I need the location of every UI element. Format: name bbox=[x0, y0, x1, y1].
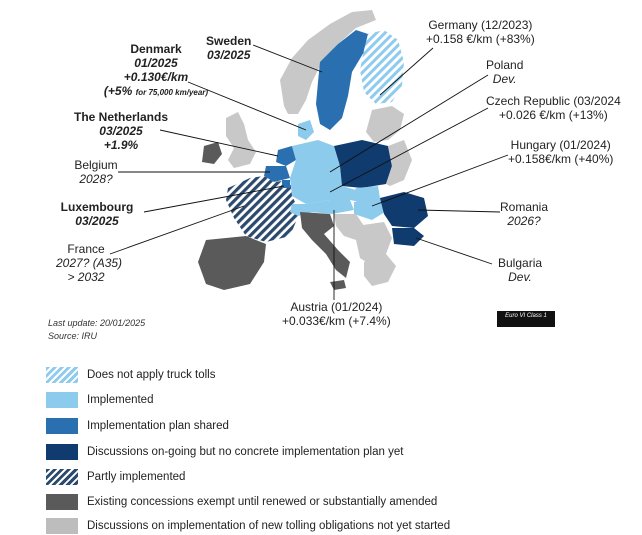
legend-swatch-partly bbox=[46, 469, 78, 485]
country-uk bbox=[226, 112, 256, 168]
legend-item-plan-shared bbox=[46, 417, 606, 435]
legend-label: Does not apply truck tolls bbox=[87, 369, 216, 381]
legend-swatch-plan-shared bbox=[46, 418, 78, 434]
label-netherlands bbox=[56, 110, 186, 152]
label-france-name: France bbox=[67, 242, 105, 256]
country-sicily bbox=[330, 280, 346, 290]
label-austria-detail: +0.033€/km (+7.4%) bbox=[282, 314, 391, 328]
country-spain bbox=[198, 236, 266, 290]
label-denmark bbox=[76, 42, 236, 100]
legend-label: Implemented bbox=[87, 394, 154, 406]
legend-item-discussions bbox=[46, 443, 606, 461]
legend-item-partly bbox=[46, 468, 606, 486]
legend-label: Discussions on implementation of new tolling obligations not yet started bbox=[87, 520, 451, 532]
legend-label: Partly implemented bbox=[87, 471, 186, 483]
label-germany-name: Germany (12/2023) bbox=[428, 18, 533, 32]
legend-item-implemented bbox=[46, 391, 606, 409]
label-denmark-detail: +0.130€/km bbox=[123, 70, 189, 84]
label-denmark-date: 01/2025 bbox=[134, 56, 178, 70]
label-romania-detail: 2026? bbox=[507, 214, 541, 228]
label-poland bbox=[486, 58, 523, 86]
label-czech bbox=[486, 94, 621, 122]
legend-item-not-apply bbox=[46, 366, 606, 384]
label-germany-detail: +0.158 €/km (+83%) bbox=[426, 32, 535, 46]
label-austria-name: Austria (01/2024) bbox=[290, 300, 383, 314]
label-bulgaria bbox=[498, 256, 542, 284]
label-poland-name: Poland bbox=[486, 58, 524, 72]
legend-swatch-discussions bbox=[46, 444, 78, 460]
label-austria bbox=[282, 300, 391, 328]
label-romania bbox=[500, 200, 548, 228]
label-belgium-name: Belgium bbox=[74, 158, 118, 172]
legend-swatch-concessions bbox=[46, 494, 78, 510]
euro-vi-badge: Euro VI Class 1 bbox=[497, 311, 555, 327]
legend-item-new-tolling bbox=[46, 517, 606, 535]
label-czech-detail: +0.026 €/km (+13%) bbox=[499, 108, 608, 122]
label-romania-name: Romania bbox=[500, 200, 549, 214]
label-france-detail1: 2027? (A35) bbox=[56, 256, 123, 270]
label-poland-detail: Dev. bbox=[492, 72, 517, 86]
label-germany bbox=[426, 18, 535, 46]
label-netherlands-name: The Netherlands bbox=[73, 110, 169, 124]
last-update: Last update: 20/01/2025 bbox=[48, 318, 146, 328]
label-luxembourg-detail: 03/2025 bbox=[75, 214, 119, 228]
label-france bbox=[56, 242, 123, 284]
legend-item-concessions bbox=[46, 493, 606, 511]
label-denmark-name: Denmark bbox=[130, 42, 182, 56]
label-bulgaria-name: Bulgaria bbox=[498, 256, 543, 270]
legend-label: Discussions on-going but no concrete implementation plan yet bbox=[87, 446, 404, 458]
country-bulgaria bbox=[392, 228, 424, 246]
country-baltics bbox=[366, 106, 404, 142]
label-czech-name: Czech Republic (03/2024 bbox=[486, 94, 621, 108]
label-netherlands-date: 03/2025 bbox=[99, 124, 143, 138]
label-denmark-extra-small: for 75,000 km/year) bbox=[135, 88, 209, 97]
legend-swatch-not-apply bbox=[46, 367, 78, 383]
label-hungary-detail: +0.158€/km (+40%) bbox=[508, 152, 614, 166]
label-luxembourg-name: Luxembourg bbox=[60, 200, 134, 214]
label-france-detail2: > 2032 bbox=[67, 270, 105, 284]
label-bulgaria-detail: Dev. bbox=[508, 270, 532, 284]
label-hungary bbox=[508, 138, 613, 166]
legend-label: Existing concessions exempt until renewed or substantially amended bbox=[87, 496, 438, 508]
label-sweden-name: Sweden bbox=[206, 34, 252, 48]
label-luxembourg bbox=[52, 200, 142, 228]
legend-swatch-implemented bbox=[46, 392, 78, 408]
country-luxembourg bbox=[282, 180, 290, 188]
label-sweden-detail: 03/2025 bbox=[206, 48, 251, 62]
label-netherlands-detail: +1.9% bbox=[103, 138, 139, 152]
label-belgium bbox=[66, 158, 126, 186]
source: Source: IRU bbox=[48, 331, 98, 341]
label-denmark-extra-main: (+5% bbox=[103, 84, 133, 98]
label-belgium-detail: 2028? bbox=[79, 172, 113, 186]
label-hungary-name: Hungary (01/2024) bbox=[510, 138, 611, 152]
country-ireland bbox=[202, 142, 222, 164]
legend-label: Implementation plan shared bbox=[87, 420, 229, 432]
